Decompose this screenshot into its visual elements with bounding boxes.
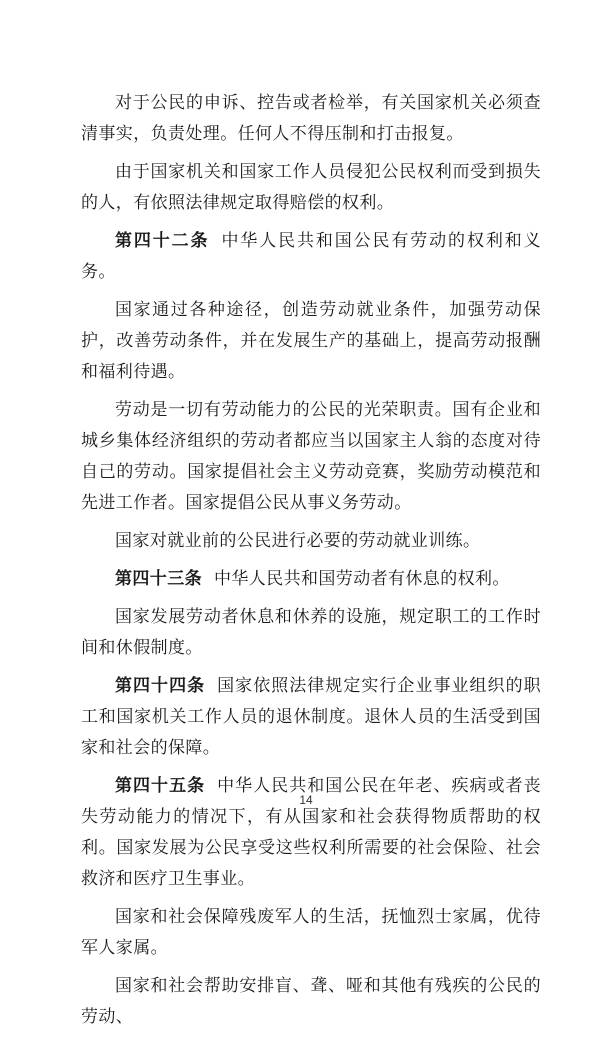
paragraph [81,771,541,895]
paragraph-text: 中华人民共和国公民有劳动的权利和义务。 [81,231,541,282]
paragraph-text: 中华人民共和国公民在年老、疾病或者丧失劳动能力的情况下，有从国家和社会获得物质帮助的权利。国家发展为公民享受这些权利所需要的社会保险、社会救济和医疗卫生事业。 [81,776,542,889]
paragraph-text: 中华人民共和国劳动者有休息的权利。 [214,569,510,589]
page-number: 14 [299,793,313,807]
paragraph [81,295,541,388]
article-number: 第四十三条 [115,569,202,589]
paragraph [81,226,541,288]
paragraph-text: 劳动是一切有劳动能力的公民的光荣职责。国有企业和城乡集体经济组织的劳动者都应当以国家主人翁的态度对待自己的劳动。国家提倡社会主义劳动竞赛，奖励劳动模范和先进工作者。国家提倡公民从事义务劳动。 [81,400,541,513]
paragraph-text: 国家对就业前的公民进行必要的劳动就业训练。 [115,531,481,551]
paragraph [81,971,541,1033]
paragraph-text: 国家和社会帮助安排盲、聋、哑和其他有残疾的公民的劳动、 [81,976,541,1027]
paragraph-text: 国家依照法律规定实行企业事业组织的职工和国家机关工作人员的退休制度。退休人员的生活受到国家和社会的保障。 [81,676,542,758]
paragraph [81,395,541,519]
paragraph-text: 国家通过各种途径，创造劳动就业条件，加强劳动保护，改善劳动条件，并在发展生产的基础上，提高劳动报酬和福利待遇。 [81,300,541,382]
paragraph [81,157,541,219]
paragraph [81,671,541,764]
paragraph [81,902,541,964]
article-number: 第四十二条 [115,231,210,251]
paragraph [81,526,541,557]
paragraph-text: 由于国家机关和国家工作人员侵犯公民权利而受到损失的人，有依照法律规定取得赔偿的权利。 [81,162,541,213]
article-number: 第四十四条 [115,676,206,696]
paragraph-text: 对于公民的申诉、控告或者检举，有关国家机关必须查清事实，负责处理。任何人不得压制和打击报复。 [81,93,541,144]
body-text [81,88,541,1040]
paragraph-text: 国家发展劳动者休息和休养的设施，规定职工的工作时间和休假制度。 [81,607,541,658]
paragraph [81,564,541,595]
paragraph [81,602,541,664]
paragraph [81,88,541,150]
article-number: 第四十五条 [115,776,206,796]
paragraph-text: 国家和社会保障残废军人的生活，抚恤烈士家属，优待军人家属。 [81,907,541,958]
